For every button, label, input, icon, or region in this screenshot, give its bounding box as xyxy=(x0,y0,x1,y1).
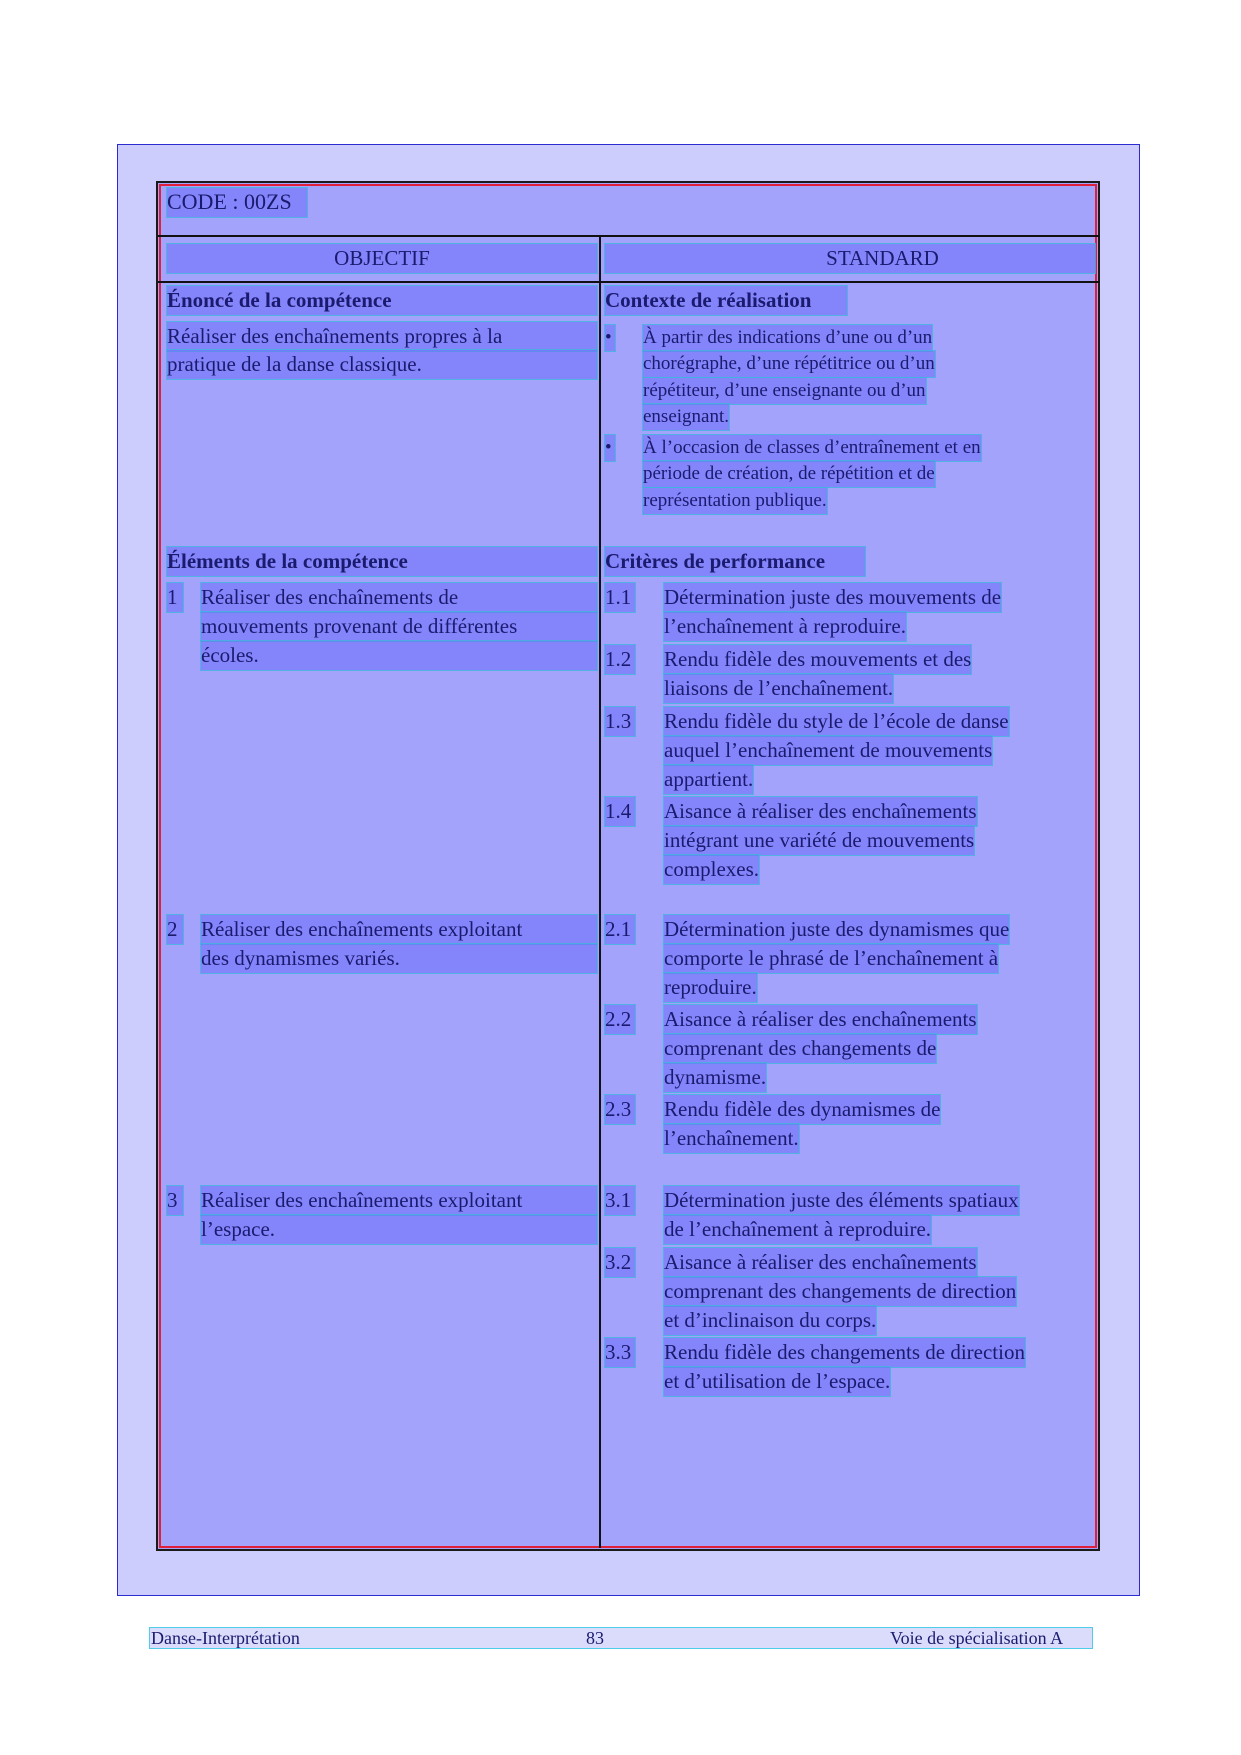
critere-3-2-line-3: et d’inclinaison du corps. xyxy=(664,1306,876,1335)
contexte-item-1-line-4: enseignant. xyxy=(643,404,729,430)
critere-2-1-line-3: reproduire. xyxy=(664,973,757,1002)
contexte-heading: Contexte de réalisation xyxy=(605,286,847,315)
critere-2-2-line-1: Aisance à réaliser des enchaînements xyxy=(664,1005,977,1034)
element-3-line-2: l’espace. xyxy=(201,1215,597,1244)
critere-number: 3.1 xyxy=(605,1186,635,1215)
critere-number: 1.2 xyxy=(605,645,635,674)
footer-left: Danse-Interprétation xyxy=(151,1628,300,1648)
header-rule-bottom xyxy=(158,281,1100,283)
critere-number: 1.1 xyxy=(605,583,635,612)
critere-number: 2.2 xyxy=(605,1005,635,1034)
critere-3-3-line-1: Rendu fidèle des changements de direction xyxy=(664,1338,1025,1367)
critere-3-1-line-2: de l’enchaînement à reproduire. xyxy=(664,1215,931,1244)
critere-1-2-line-2: liaisons de l’enchaînement. xyxy=(664,674,893,703)
element-1-line-3: écoles. xyxy=(201,641,597,670)
element-number: 2 xyxy=(167,915,183,944)
footer-right: Voie de spécialisation A xyxy=(890,1628,1064,1648)
contexte-item-1-line-2: chorégraphe, d’une répétitrice ou d’un xyxy=(643,351,935,377)
criteres-heading: Critères de performance xyxy=(605,547,865,576)
critere-2-1-line-1: Détermination juste des dynamismes que xyxy=(664,915,1009,944)
critere-2-1-line-2: comporte le phrasé de l’enchaînement à xyxy=(664,944,998,973)
critere-1-1-line-1: Détermination juste des mouvements de xyxy=(664,583,1001,612)
header-rule-top xyxy=(158,235,1100,237)
element-2-line-2: des dynamismes variés. xyxy=(201,944,597,973)
critere-1-4-line-1: Aisance à réaliser des enchaînements xyxy=(664,797,977,826)
critere-3-3-line-2: et d’utilisation de l’espace. xyxy=(664,1367,890,1396)
contexte-item-1-line-1: À partir des indications d’une ou d’un xyxy=(643,325,932,351)
page-number: 83 xyxy=(586,1628,604,1648)
critere-3-2-line-2: comprenant des changements de direction xyxy=(664,1277,1016,1306)
contexte-item-2-line-2: période de création, de répétition et de xyxy=(643,461,935,487)
enonce-heading: Énoncé de la compétence xyxy=(167,286,597,315)
critere-number: 1.4 xyxy=(605,797,635,826)
critere-number: 1.3 xyxy=(605,707,635,736)
critere-3-2-line-1: Aisance à réaliser des enchaînements xyxy=(664,1248,977,1277)
critere-2-3-line-2: l’enchaînement. xyxy=(664,1124,799,1153)
enonce-line-1: Réaliser des enchaînements propres à la xyxy=(167,322,597,351)
critere-1-4-line-3: complexes. xyxy=(664,855,759,884)
critere-1-3-line-1: Rendu fidèle du style de l’école de danse xyxy=(664,707,1009,736)
critere-number: 3.2 xyxy=(605,1248,635,1277)
bullet-icon: • xyxy=(605,325,615,351)
critere-1-3-line-2: auquel l’enchaînement de mouvements xyxy=(664,736,992,765)
contexte-item-1-line-3: répétiteur, d’une enseignante ou d’un xyxy=(643,378,926,404)
critere-1-2-line-1: Rendu fidèle des mouvements et des xyxy=(664,645,971,674)
critere-number: 2.1 xyxy=(605,915,635,944)
element-2-line-1: Réaliser des enchaînements exploitant xyxy=(201,915,597,944)
critere-2-2-line-3: dynamisme. xyxy=(664,1063,766,1092)
elements-heading: Éléments de la compétence xyxy=(167,547,597,576)
critere-3-1-line-1: Détermination juste des éléments spatiaux xyxy=(664,1186,1019,1215)
code-label: CODE : 00ZS xyxy=(167,188,307,217)
column-divider xyxy=(599,236,601,1548)
element-1-line-1: Réaliser des enchaînements de xyxy=(201,583,597,612)
enonce-line-2: pratique de la danse classique. xyxy=(167,350,597,379)
bullet-icon: • xyxy=(605,435,615,461)
critere-number: 3.3 xyxy=(605,1338,635,1367)
element-1-line-2: mouvements provenant de différentes xyxy=(201,612,597,641)
critere-1-3-line-3: appartient. xyxy=(664,765,753,794)
objectif-header: OBJECTIF xyxy=(167,244,597,273)
contexte-item-2-line-1: À l’occasion de classes d’entraînement et en xyxy=(643,435,981,461)
contexte-item-2-line-3: représentation publique. xyxy=(643,488,827,514)
critere-2-3-line-1: Rendu fidèle des dynamismes de xyxy=(664,1095,940,1124)
critere-1-1-line-2: l’enchaînement à reproduire. xyxy=(664,612,906,641)
critere-number: 2.3 xyxy=(605,1095,635,1124)
standard-header: STANDARD xyxy=(605,244,1095,273)
critere-1-4-line-2: intégrant une variété de mouvements xyxy=(664,826,974,855)
element-number: 3 xyxy=(167,1186,183,1215)
element-3-line-1: Réaliser des enchaînements exploitant xyxy=(201,1186,597,1215)
element-number: 1 xyxy=(167,583,183,612)
critere-2-2-line-2: comprenant des changements de xyxy=(664,1034,936,1063)
